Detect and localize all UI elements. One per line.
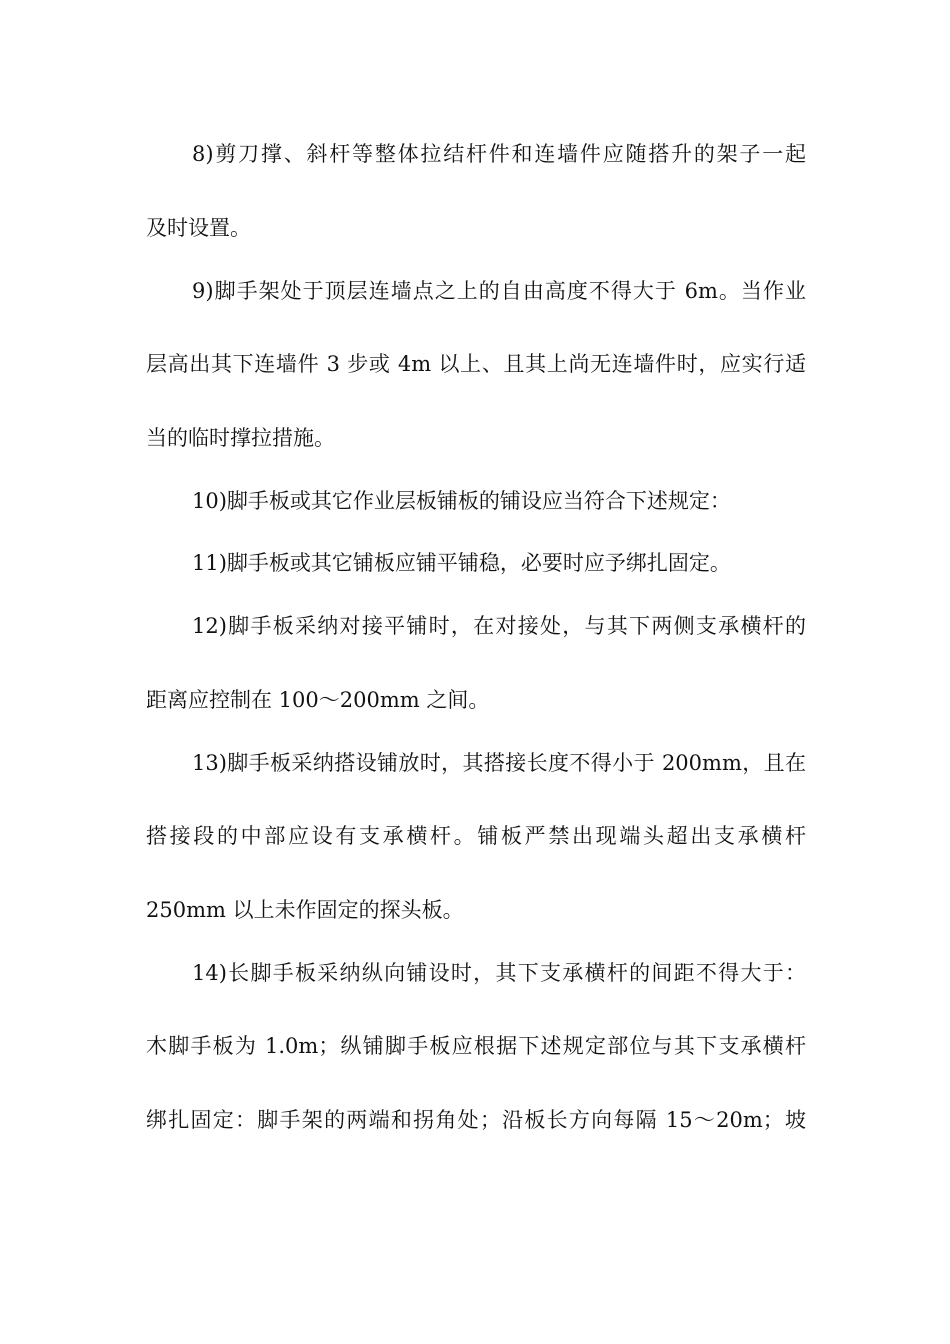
paragraph-line: 搭接段的中部应设有支承横杆。铺板严禁出现端头超出支承横杆	[146, 824, 806, 848]
paragraph-line: 9)脚手架处于顶层连墙点之上的自由高度不得大于 6m。当作业	[192, 279, 806, 303]
paragraph-line: 12)脚手板采纳对接平铺时，在对接处，与其下两侧支承横杆的	[192, 614, 806, 638]
paragraph-line: 11)脚手板或其它铺板应铺平铺稳，必要时应予绑扎固定。	[192, 551, 731, 575]
paragraph-line: 木脚手板为 1.0m；纵铺脚手板应根据下述规定部位与其下支承横杆	[146, 1034, 806, 1058]
paragraph-line: 距离应控制在 100～200mm 之间。	[146, 688, 490, 712]
paragraph-line: 10)脚手板或其它作业层板铺板的铺设应当符合下述规定：	[192, 489, 731, 513]
paragraph-line: 13)脚手板采纳搭设铺放时，其搭接长度不得小于 200mm，且在	[192, 751, 806, 775]
paragraph-line: 当的临时撑拉措施。	[146, 426, 335, 450]
paragraph-line: 8)剪刀撑、斜杆等整体拉结杆件和连墙件应随搭升的架子一起	[192, 142, 806, 166]
paragraph-line: 绑扎固定：脚手架的两端和拐角处；沿板长方向每隔 15～20m；坡	[146, 1108, 806, 1132]
paragraph-line: 250mm 以上未作固定的探头板。	[146, 898, 464, 922]
paragraph-line: 层高出其下连墙件 3 步或 4m 以上、且其上尚无连墙件时，应实行适	[146, 352, 806, 376]
paragraph-line: 14)长脚手板采纳纵向铺设时，其下支承横杆的间距不得大于：	[192, 961, 806, 985]
paragraph-line: 及时设置。	[146, 216, 251, 240]
